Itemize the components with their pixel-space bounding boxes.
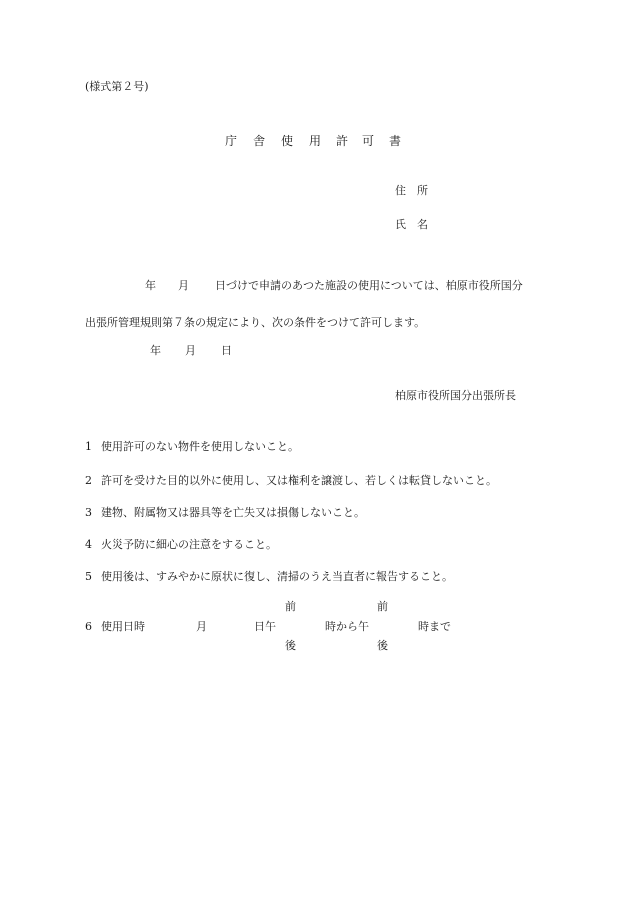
- form-number: (様式第２号): [85, 80, 149, 93]
- title-char: 許: [336, 134, 349, 148]
- condition-number: 5: [85, 570, 92, 583]
- condition-number: 2: [85, 474, 92, 487]
- title-char: 使: [281, 134, 294, 148]
- condition-number: 1: [85, 440, 92, 453]
- body-year-label: 年: [145, 279, 156, 292]
- body-month-label: 月: [178, 279, 189, 292]
- condition-text: 使用許可のない物件を使用しないこと。: [101, 440, 299, 453]
- am-label-2: 前: [377, 600, 388, 613]
- condition-number: 6: [85, 620, 92, 633]
- title-char: 書: [389, 134, 402, 148]
- address-label: 住 所: [395, 184, 428, 197]
- title-char: 舎: [253, 134, 266, 148]
- date-month-label: 月: [185, 344, 196, 357]
- body-line-1-text: 日づけで申請のあつた施設の使用については、柏原市役所国分: [215, 279, 523, 292]
- condition-text: 建物、附属物又は器具等を亡失又は損傷しないこと。: [101, 506, 365, 519]
- name-label: 氏 名: [395, 218, 428, 231]
- am-label-1: 前: [285, 600, 296, 613]
- title-char: 庁: [225, 134, 238, 148]
- pm-label-2: 後: [377, 639, 388, 652]
- usage-day-label: 日午: [254, 620, 276, 633]
- condition-number: 4: [85, 538, 92, 551]
- date-year-label: 年: [150, 344, 161, 357]
- condition-text: 許可を受けた目的以外に使用し、又は権利を譲渡し、若しくは転貸しないこと。: [101, 474, 497, 487]
- pm-label-1: 後: [285, 639, 296, 652]
- title-char: 可: [362, 134, 375, 148]
- condition-text: 火災予防に細心の注意をすること。: [101, 538, 277, 551]
- issuer-name: 柏原市役所国分出張所長: [395, 389, 516, 402]
- title-char: 用: [309, 134, 322, 148]
- usage-until-label: 時まで: [418, 620, 451, 633]
- body-line-2: 出張所管理規則第７条の規定により、次の条件をつけて許可します。: [85, 316, 426, 329]
- usage-month-label: 月: [196, 620, 207, 633]
- condition-text: 使用後は、すみやかに原状に復し、清掃のうえ当直者に報告すること。: [101, 570, 453, 583]
- date-day-label: 日: [221, 344, 232, 357]
- usage-from-label: 時から午: [325, 620, 369, 633]
- condition-number: 3: [85, 506, 92, 519]
- usage-time-label: 使用日時: [101, 620, 145, 633]
